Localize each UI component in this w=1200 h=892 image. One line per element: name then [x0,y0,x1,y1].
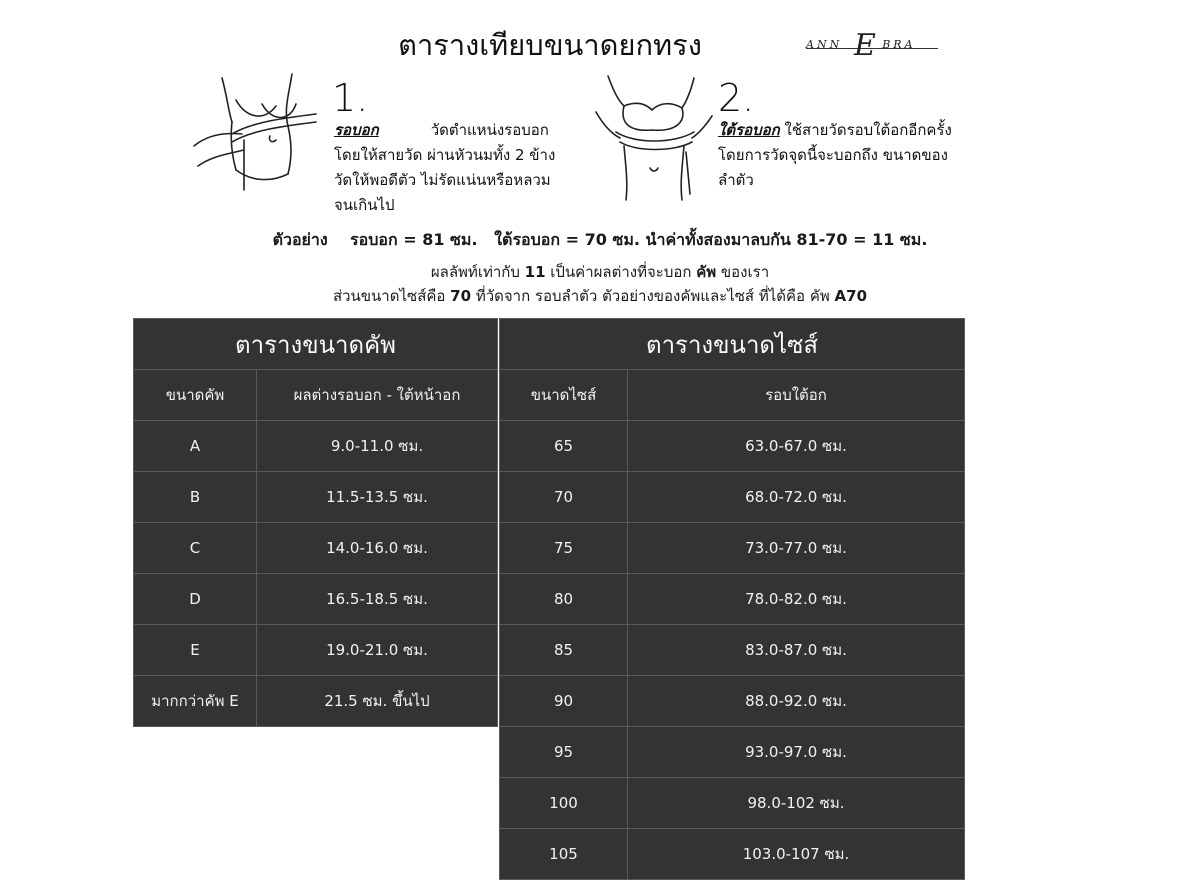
table-row [134,523,498,574]
table-cell: 78.0-82.0 ซม. [628,574,965,625]
table-row [134,421,498,472]
table-cell: 21.5 ซม. ขึ้นไป [257,676,498,727]
table-cell: 9.0-11.0 ซม. [257,421,498,472]
table-cell: 68.0-72.0 ซม. [628,472,965,523]
page-title: ตารางเทียบขนาดยกทรง [398,28,702,62]
table-row [134,676,498,727]
size-table-header: รอบใต้อก [628,370,965,421]
table-row [500,523,965,574]
table-cell: 105 [500,829,628,880]
cup-table-header: ผลต่างรอบอก - ใต้หน้าอก [257,370,498,421]
table-row [134,625,498,676]
cup-size-table [133,318,498,727]
size-table-header: ขนาดไซส์ [500,370,628,421]
result-value: 70 [450,287,472,305]
step-2-line: ใช้สายวัดรอบใต้อกอีกครั้ง [784,121,952,139]
table-row [134,574,498,625]
result-text-part: ส่วนขนาดไซส์คือ [332,287,451,305]
logo-mark: E [854,28,876,63]
table-cell: 98.0-102 ซม. [628,778,965,829]
step-1-line: โดยให้สายวัด ผ่านหัวนมทั้ง 2 ข้าง [334,146,556,164]
table-cell: 19.0-21.0 ซม. [257,625,498,676]
cup-table-header: ขนาดคัพ [134,370,257,421]
table-row [500,625,965,676]
step-2-text [718,118,978,193]
step-1-number: 1. [332,76,369,120]
table-row [134,472,498,523]
table-cell: 90 [500,676,628,727]
table-cell: 14.0-16.0 ซม. [257,523,498,574]
table-cell: B [134,472,257,523]
table-cell: 83.0-87.0 ซม. [628,625,965,676]
step-1-line: วัดตำแหน่งรอบอก [430,121,549,139]
table-cell: 63.0-67.0 ซม. [628,421,965,472]
step-1-label: รอบอก [334,121,379,139]
example-text: ตัวอย่าง รอบอก = 81 ซม. ใต้รอบอก = 70 ซม. นำค่าทั้งสองมาลบกัน 81-70 = 11 ซม. [272,230,928,249]
table-row [500,829,965,880]
logo-text-right: BRA [882,38,916,51]
table-row [500,676,965,727]
table-cell: A [134,421,257,472]
table-cell: 16.5-18.5 ซม. [257,574,498,625]
table-row [500,778,965,829]
result-text-part: ของเรา [716,263,770,281]
table-cell: D [134,574,257,625]
table-cell: 95 [500,727,628,778]
step-2-line: โดยการวัดจุดนี้จะบอกถึง ขนาดของ [718,146,948,164]
table-cell: 100 [500,778,628,829]
table-row [500,472,965,523]
table-cell: 65 [500,421,628,472]
cup-table-title: ตารางขนาดคัพ [134,319,498,370]
band-size-table [499,318,965,880]
table-row [500,421,965,472]
brand-logo [806,28,938,68]
table-cell: 103.0-107 ซม. [628,829,965,880]
size-table-title: ตารางขนาดไซส์ [500,319,965,370]
table-cell: 11.5-13.5 ซม. [257,472,498,523]
table-cell: มากกว่าคัพ E [134,676,257,727]
step-1-line: วัดให้พอดีตัว ไม่รัดแน่นหรือหลวม [334,171,551,189]
step-1-text [334,118,584,218]
result-value: คัพ [696,263,717,281]
logo-text-left: ANN [806,38,843,51]
table-cell: 73.0-77.0 ซม. [628,523,965,574]
step-2-line: ลำตัว [718,171,754,189]
table-cell: 80 [500,574,628,625]
step-1-line: จนเกินไป [334,196,395,214]
step-2-number: 2. [718,76,755,120]
result-text-part: ผลลัพท์เท่ากับ [430,263,525,281]
table-cell: 85 [500,625,628,676]
result-value: 11 [524,263,546,281]
table-cell: 70 [500,472,628,523]
result-text [150,260,1050,308]
table-cell: 93.0-97.0 ซม. [628,727,965,778]
step-2-label: ใต้รอบอก [718,121,780,139]
table-cell: E [134,625,257,676]
table-row [500,574,965,625]
result-value: A70 [834,287,868,305]
table-cell: 75 [500,523,628,574]
table-cell: 88.0-92.0 ซม. [628,676,965,727]
result-text-part: เป็นค่าผลต่างที่จะบอก [545,263,697,281]
table-cell: C [134,523,257,574]
table-row [500,727,965,778]
result-text-part: ที่วัดจาก รอบลำตัว ตัวอย่างของคัพและไซส์ ที่ได้คือ คัพ [471,287,835,305]
bust-measure-illustration [192,70,322,210]
underbust-measure-illustration [594,72,714,202]
